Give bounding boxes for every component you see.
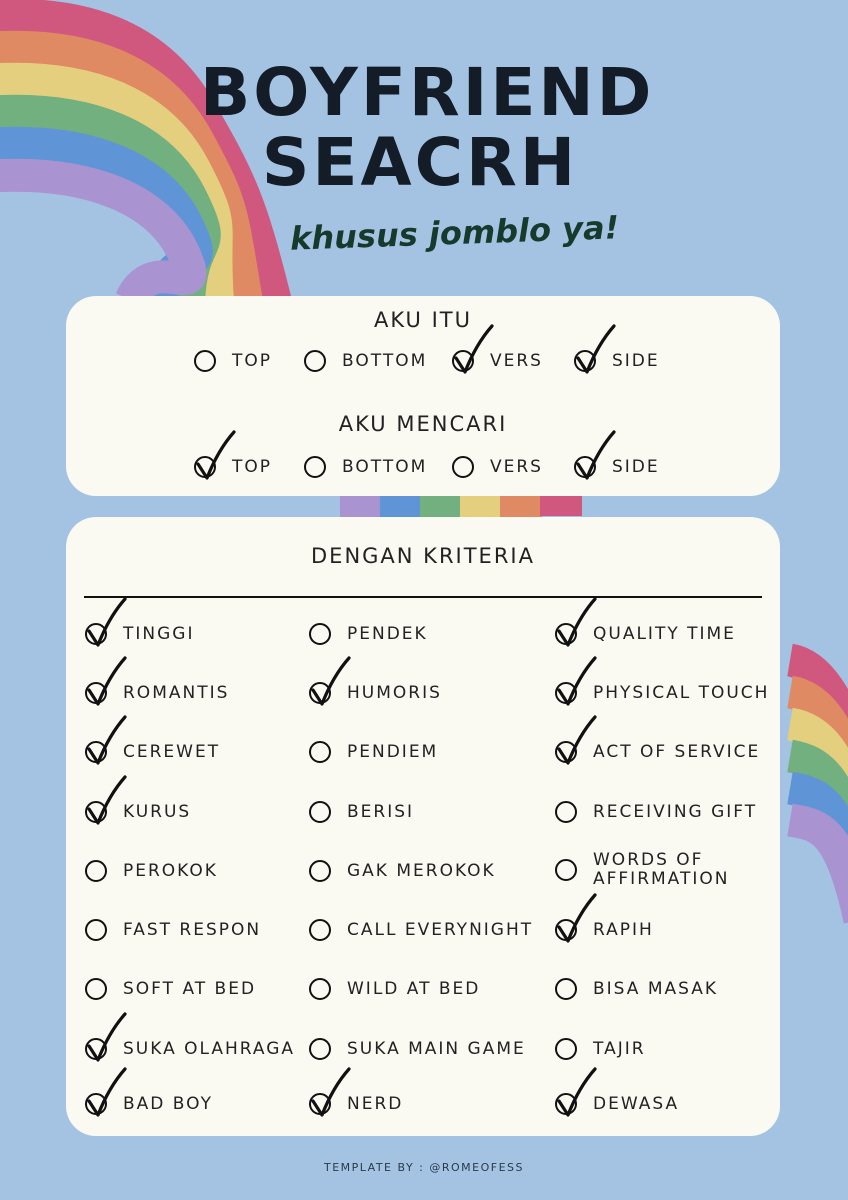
criteria-option-physical-touch[interactable]: [555, 682, 769, 704]
circle-checkbox-icon[interactable]: [304, 456, 326, 478]
criteria-option-act-of-service[interactable]: [555, 741, 760, 763]
criteria-option-quality-time[interactable]: [555, 623, 736, 645]
option-label: GAK MEROKOK: [347, 860, 496, 881]
option-label: VERS: [490, 350, 543, 371]
option-label: SIDE: [612, 456, 660, 477]
option-label: HUMORIS: [347, 682, 442, 703]
criteria-option-tajir[interactable]: [555, 1038, 646, 1060]
aku-itu-option-side[interactable]: [574, 350, 660, 372]
option-label: RAPIH: [593, 919, 654, 940]
criteria-option-nerd[interactable]: [309, 1093, 403, 1115]
option-label: SOFT AT BED: [123, 978, 257, 999]
circle-checkbox-icon[interactable]: [85, 919, 107, 941]
option-label: TAJIR: [593, 1038, 646, 1059]
option-label: RECEIVING GIFT: [593, 801, 758, 822]
criteria-option-suka-olahraga[interactable]: [85, 1038, 295, 1060]
rainbow-band: [540, 494, 582, 516]
rainbow-band: [790, 820, 848, 920]
circle-checkbox-icon[interactable]: [555, 1093, 577, 1115]
rainbow-band: [500, 494, 542, 518]
rainbow-band: [340, 494, 382, 518]
criteria-option-suka-main-game[interactable]: [309, 1038, 526, 1060]
circle-checkbox-icon[interactable]: [555, 919, 577, 941]
circle-checkbox-icon[interactable]: [555, 859, 577, 881]
option-label: CEREWET: [123, 741, 221, 762]
circle-checkbox-icon[interactable]: [309, 623, 331, 645]
circle-checkbox-icon[interactable]: [309, 978, 331, 1000]
template-credit: TEMPLATE BY : @ROMEOFESS: [323, 1161, 525, 1174]
option-label: WORDS OF AFFIRMATION: [593, 850, 730, 889]
option-label: FAST RESPON: [123, 919, 262, 940]
option-label: SUKA MAIN GAME: [347, 1038, 526, 1059]
circle-checkbox-icon[interactable]: [194, 456, 216, 478]
criteria-option-romantis[interactable]: [85, 682, 229, 704]
criteria-option-soft-at-bed[interactable]: [85, 978, 256, 1000]
option-label: SIDE: [612, 350, 660, 371]
option-label: TINGGI: [123, 623, 195, 644]
circle-checkbox-icon[interactable]: [309, 1038, 331, 1060]
circle-checkbox-icon[interactable]: [85, 623, 107, 645]
circle-checkbox-icon[interactable]: [309, 741, 331, 763]
circle-checkbox-icon[interactable]: [85, 741, 107, 763]
criteria-option-words-of-affirmation[interactable]: [555, 851, 733, 889]
criteria-option-receiving-gift[interactable]: [555, 801, 757, 823]
option-label: TOP: [232, 456, 273, 477]
circle-checkbox-icon[interactable]: [574, 456, 596, 478]
option-label: WILD AT BED: [347, 978, 481, 999]
option-label: SUKA OLAHRAGA: [123, 1038, 296, 1059]
criteria-option-fast-respon[interactable]: [85, 919, 261, 941]
option-label: PENDIEM: [347, 741, 439, 762]
aku-mencari-heading: AKU MENCARI: [338, 412, 508, 436]
criteria-card: [66, 517, 780, 1136]
option-label: ACT OF SERVICE: [593, 741, 761, 762]
criteria-divider: [84, 596, 762, 598]
aku-itu-heading: AKU ITU: [373, 308, 472, 332]
aku-mencari-option-side[interactable]: [574, 456, 660, 478]
criteria-option-cerewet[interactable]: [85, 741, 220, 763]
option-label: QUALITY TIME: [593, 623, 736, 644]
circle-checkbox-icon[interactable]: [304, 350, 326, 372]
aku-itu-option-top[interactable]: [194, 350, 272, 372]
option-label: DEWASA: [593, 1093, 680, 1114]
subtitle: khusus jomblo ya!: [289, 208, 620, 258]
option-label: BISA MASAK: [593, 978, 718, 999]
option-label: BERISI: [347, 801, 415, 822]
rainbow-band: [460, 494, 502, 518]
circle-checkbox-icon[interactable]: [309, 682, 331, 704]
page-title: [200, 54, 655, 201]
aku-itu-option-bottom[interactable]: [304, 350, 427, 372]
title-line-1: BOYFRIEND: [200, 54, 655, 131]
aku-mencari-option-top[interactable]: [194, 456, 272, 478]
circle-checkbox-icon[interactable]: [85, 801, 107, 823]
circle-checkbox-icon[interactable]: [85, 860, 107, 882]
circle-checkbox-icon[interactable]: [309, 919, 331, 941]
title-line-2: SEACRH: [261, 124, 579, 201]
rainbow-band: [380, 494, 422, 518]
criteria-option-bad-boy[interactable]: [85, 1093, 213, 1115]
rainbow-band: [420, 494, 462, 518]
circle-checkbox-icon[interactable]: [85, 978, 107, 1000]
option-label: KURUS: [123, 801, 192, 822]
criteria-option-kurus[interactable]: [85, 801, 191, 823]
circle-checkbox-icon[interactable]: [194, 350, 216, 372]
criteria-option-berisi[interactable]: [309, 801, 414, 823]
circle-checkbox-icon[interactable]: [555, 1038, 577, 1060]
option-label: TOP: [232, 350, 273, 371]
option-label: BOTTOM: [342, 350, 428, 371]
criteria-option-pendiem[interactable]: [309, 741, 438, 763]
option-label: BOTTOM: [342, 456, 428, 477]
criteria-option-call-everynight[interactable]: [309, 919, 533, 941]
criteria-option-dewasa[interactable]: [555, 1093, 679, 1115]
circle-checkbox-icon[interactable]: [555, 741, 577, 763]
criteria-option-gak-merokok[interactable]: [309, 860, 496, 882]
option-label: PHYSICAL TOUCH: [593, 682, 770, 703]
criteria-option-wild-at-bed[interactable]: [309, 978, 480, 1000]
option-label: VERS: [490, 456, 543, 477]
circle-checkbox-icon[interactable]: [309, 860, 331, 882]
circle-checkbox-icon[interactable]: [85, 1038, 107, 1060]
criteria-heading: DENGAN KRITERIA: [311, 544, 535, 568]
criteria-option-humoris[interactable]: [309, 682, 442, 704]
aku-mencari-option-vers[interactable]: [452, 456, 543, 478]
circle-checkbox-icon[interactable]: [309, 801, 331, 823]
option-label: NERD: [347, 1093, 404, 1114]
option-label: BAD BOY: [123, 1093, 213, 1114]
circle-checkbox-icon[interactable]: [574, 350, 596, 372]
aku-mencari-option-bottom[interactable]: [304, 456, 427, 478]
circle-checkbox-icon[interactable]: [309, 1093, 331, 1115]
criteria-option-bisa-masak[interactable]: [555, 978, 718, 1000]
preference-card: [66, 296, 780, 496]
criteria-option-pendek[interactable]: [309, 623, 428, 645]
option-label: CALL EVERYNIGHT: [347, 919, 534, 940]
circle-checkbox-icon[interactable]: [555, 801, 577, 823]
criteria-option-tinggi[interactable]: [85, 623, 194, 645]
circle-checkbox-icon[interactable]: [555, 682, 577, 704]
criteria-option-rapih[interactable]: [555, 919, 654, 941]
criteria-option-perokok[interactable]: [85, 860, 218, 882]
option-label: ROMANTIS: [123, 682, 230, 703]
circle-checkbox-icon[interactable]: [85, 1093, 107, 1115]
option-label: PENDEK: [347, 623, 428, 644]
circle-checkbox-icon[interactable]: [452, 350, 474, 372]
aku-itu-option-vers[interactable]: [452, 350, 543, 372]
option-label: PEROKOK: [123, 860, 218, 881]
circle-checkbox-icon[interactable]: [555, 978, 577, 1000]
circle-checkbox-icon[interactable]: [85, 682, 107, 704]
circle-checkbox-icon[interactable]: [555, 623, 577, 645]
circle-checkbox-icon[interactable]: [452, 456, 474, 478]
